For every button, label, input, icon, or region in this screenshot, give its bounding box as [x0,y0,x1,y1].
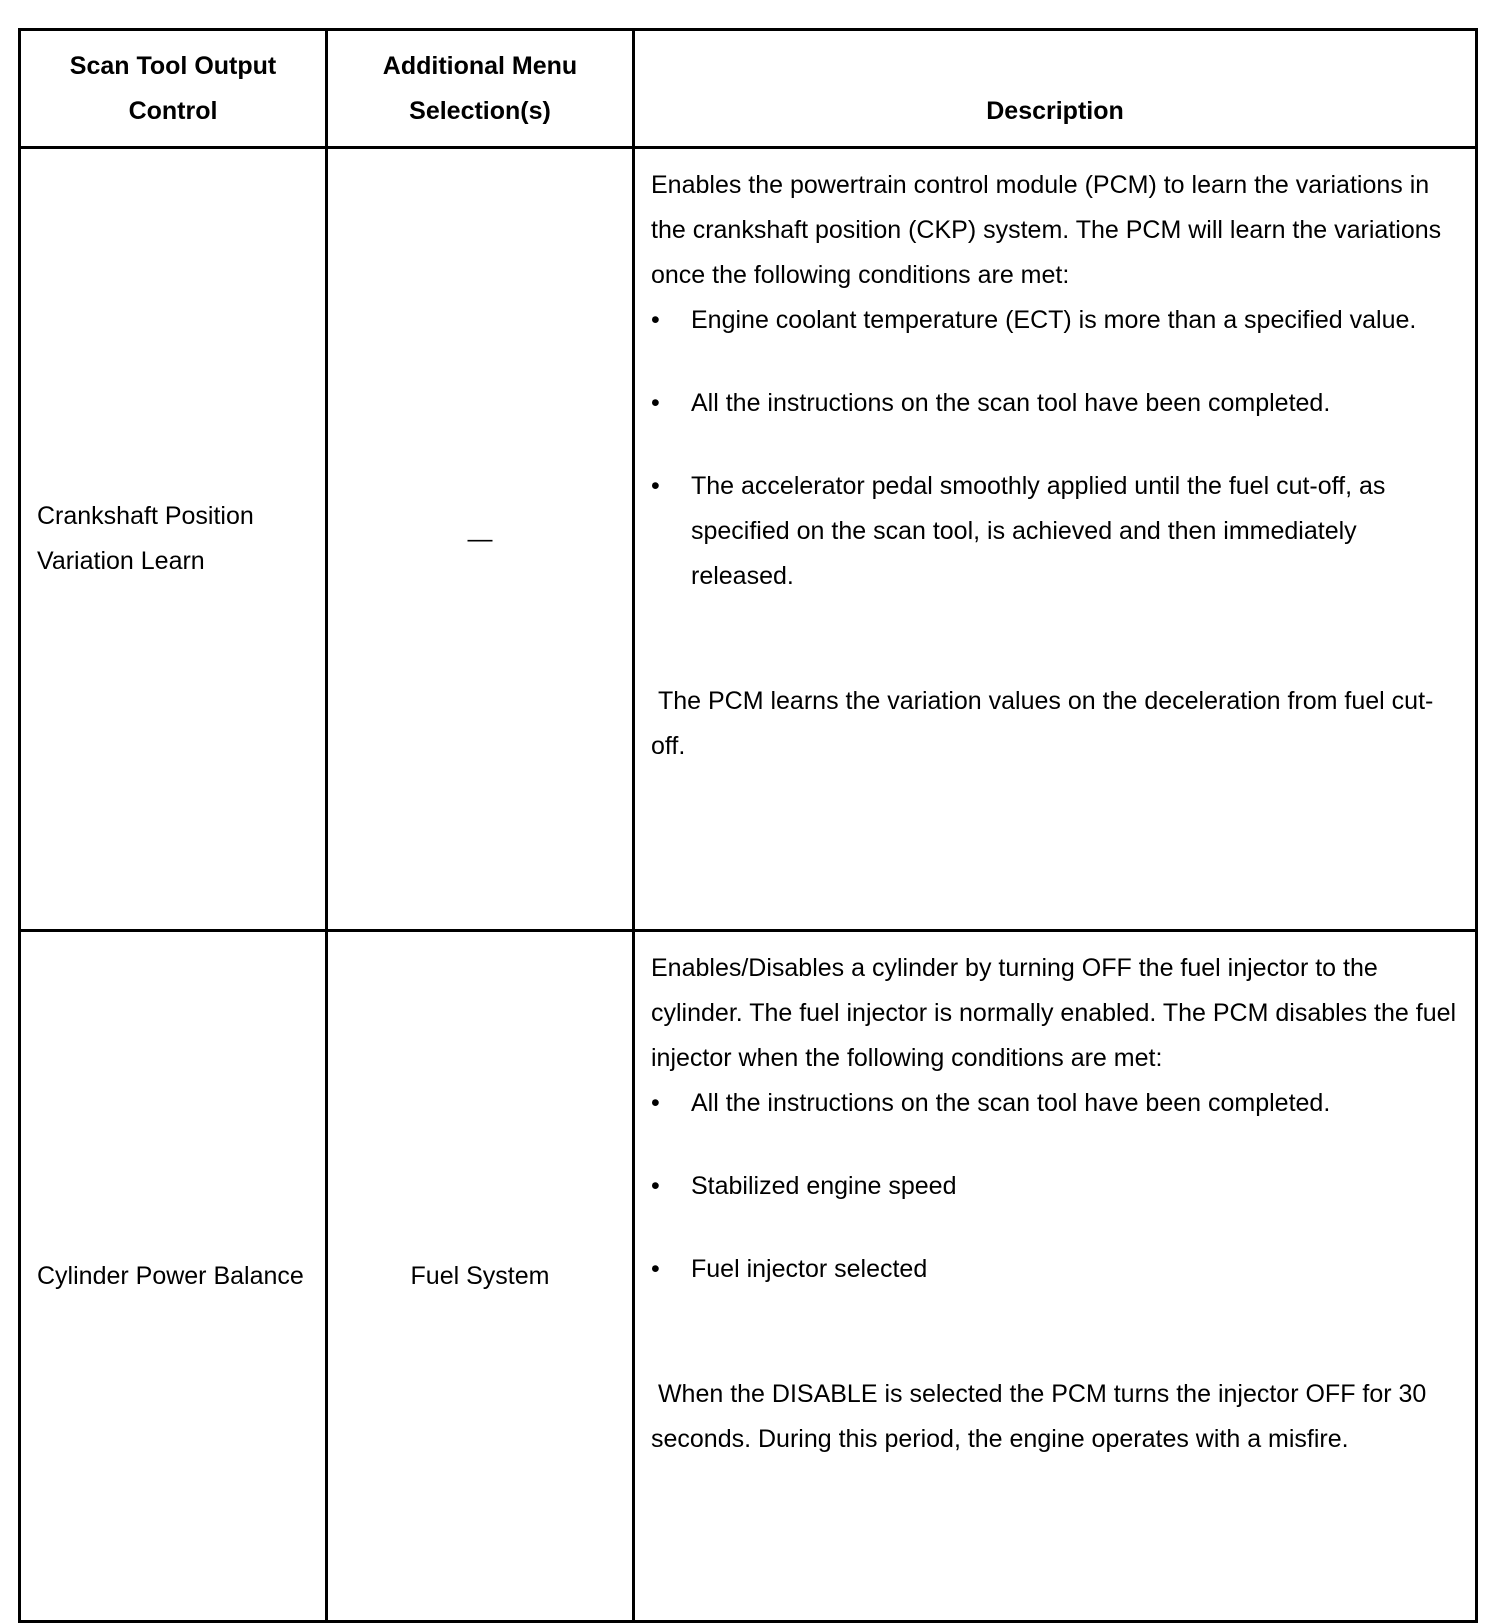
header-row [20,30,1477,148]
list-item [651,464,1459,599]
list-item [651,1081,1459,1126]
bullet-text: Stabilized engine speed [691,1172,957,1200]
header-control: Scan Tool Output Control [20,30,327,148]
menu-cell: — [327,148,634,931]
bullet-icon: • [651,389,660,417]
menu-cell: Fuel System [327,931,634,1622]
description-note: When the DISABLE is selected the PCM turns the injector OFF for 30 seconds. During this period, the engine operates with a misfire. [651,1380,1434,1453]
bullet-text: All the instructions on the scan tool have been completed. [691,1089,1331,1117]
list-item [651,298,1459,343]
control-cell: Cylinder Power Balance [20,931,327,1622]
bullet-icon: • [651,472,660,500]
bullet-icon: • [651,1089,660,1117]
description-intro: Enables/Disables a cylinder by turning OFF the fuel injector to the cylinder. The fuel injector is normally enabled. The PCM disables the fuel injector when the following conditions are met: [651,954,1457,1072]
bullet-text: Fuel injector selected [691,1255,928,1283]
list-item [651,1247,1459,1292]
bullet-icon: • [651,1172,660,1200]
scan-tool-output-control-table [18,28,1478,1623]
control-cell: Crankshaft Position Variation Learn [20,148,327,931]
bullet-icon: • [651,1255,660,1283]
bullet-text: The accelerator pedal smoothly applied until the fuel cut-off, as specified on the scan tool, is achieved and then immediately released. [691,472,1386,590]
header-description: Description [634,30,1477,148]
bullet-text: All the instructions on the scan tool have been completed. [691,389,1331,417]
description-cell [634,148,1477,931]
list-item [651,1164,1459,1209]
description-cell [634,931,1477,1622]
description-note: The PCM learns the variation values on the deceleration from fuel cut-off. [651,687,1434,760]
bullet-text: Engine coolant temperature (ECT) is more than a specified value. [691,306,1417,334]
bullet-icon: • [651,306,660,334]
header-menu: Additional Menu Selection(s) [327,30,634,148]
list-item [651,381,1459,426]
table-row [20,148,1477,931]
table-row [20,931,1477,1622]
description-intro: Enables the powertrain control module (PCM) to learn the variations in the crankshaft position (CKP) system. The PCM will learn the variations once the following conditions are met: [651,171,1442,289]
